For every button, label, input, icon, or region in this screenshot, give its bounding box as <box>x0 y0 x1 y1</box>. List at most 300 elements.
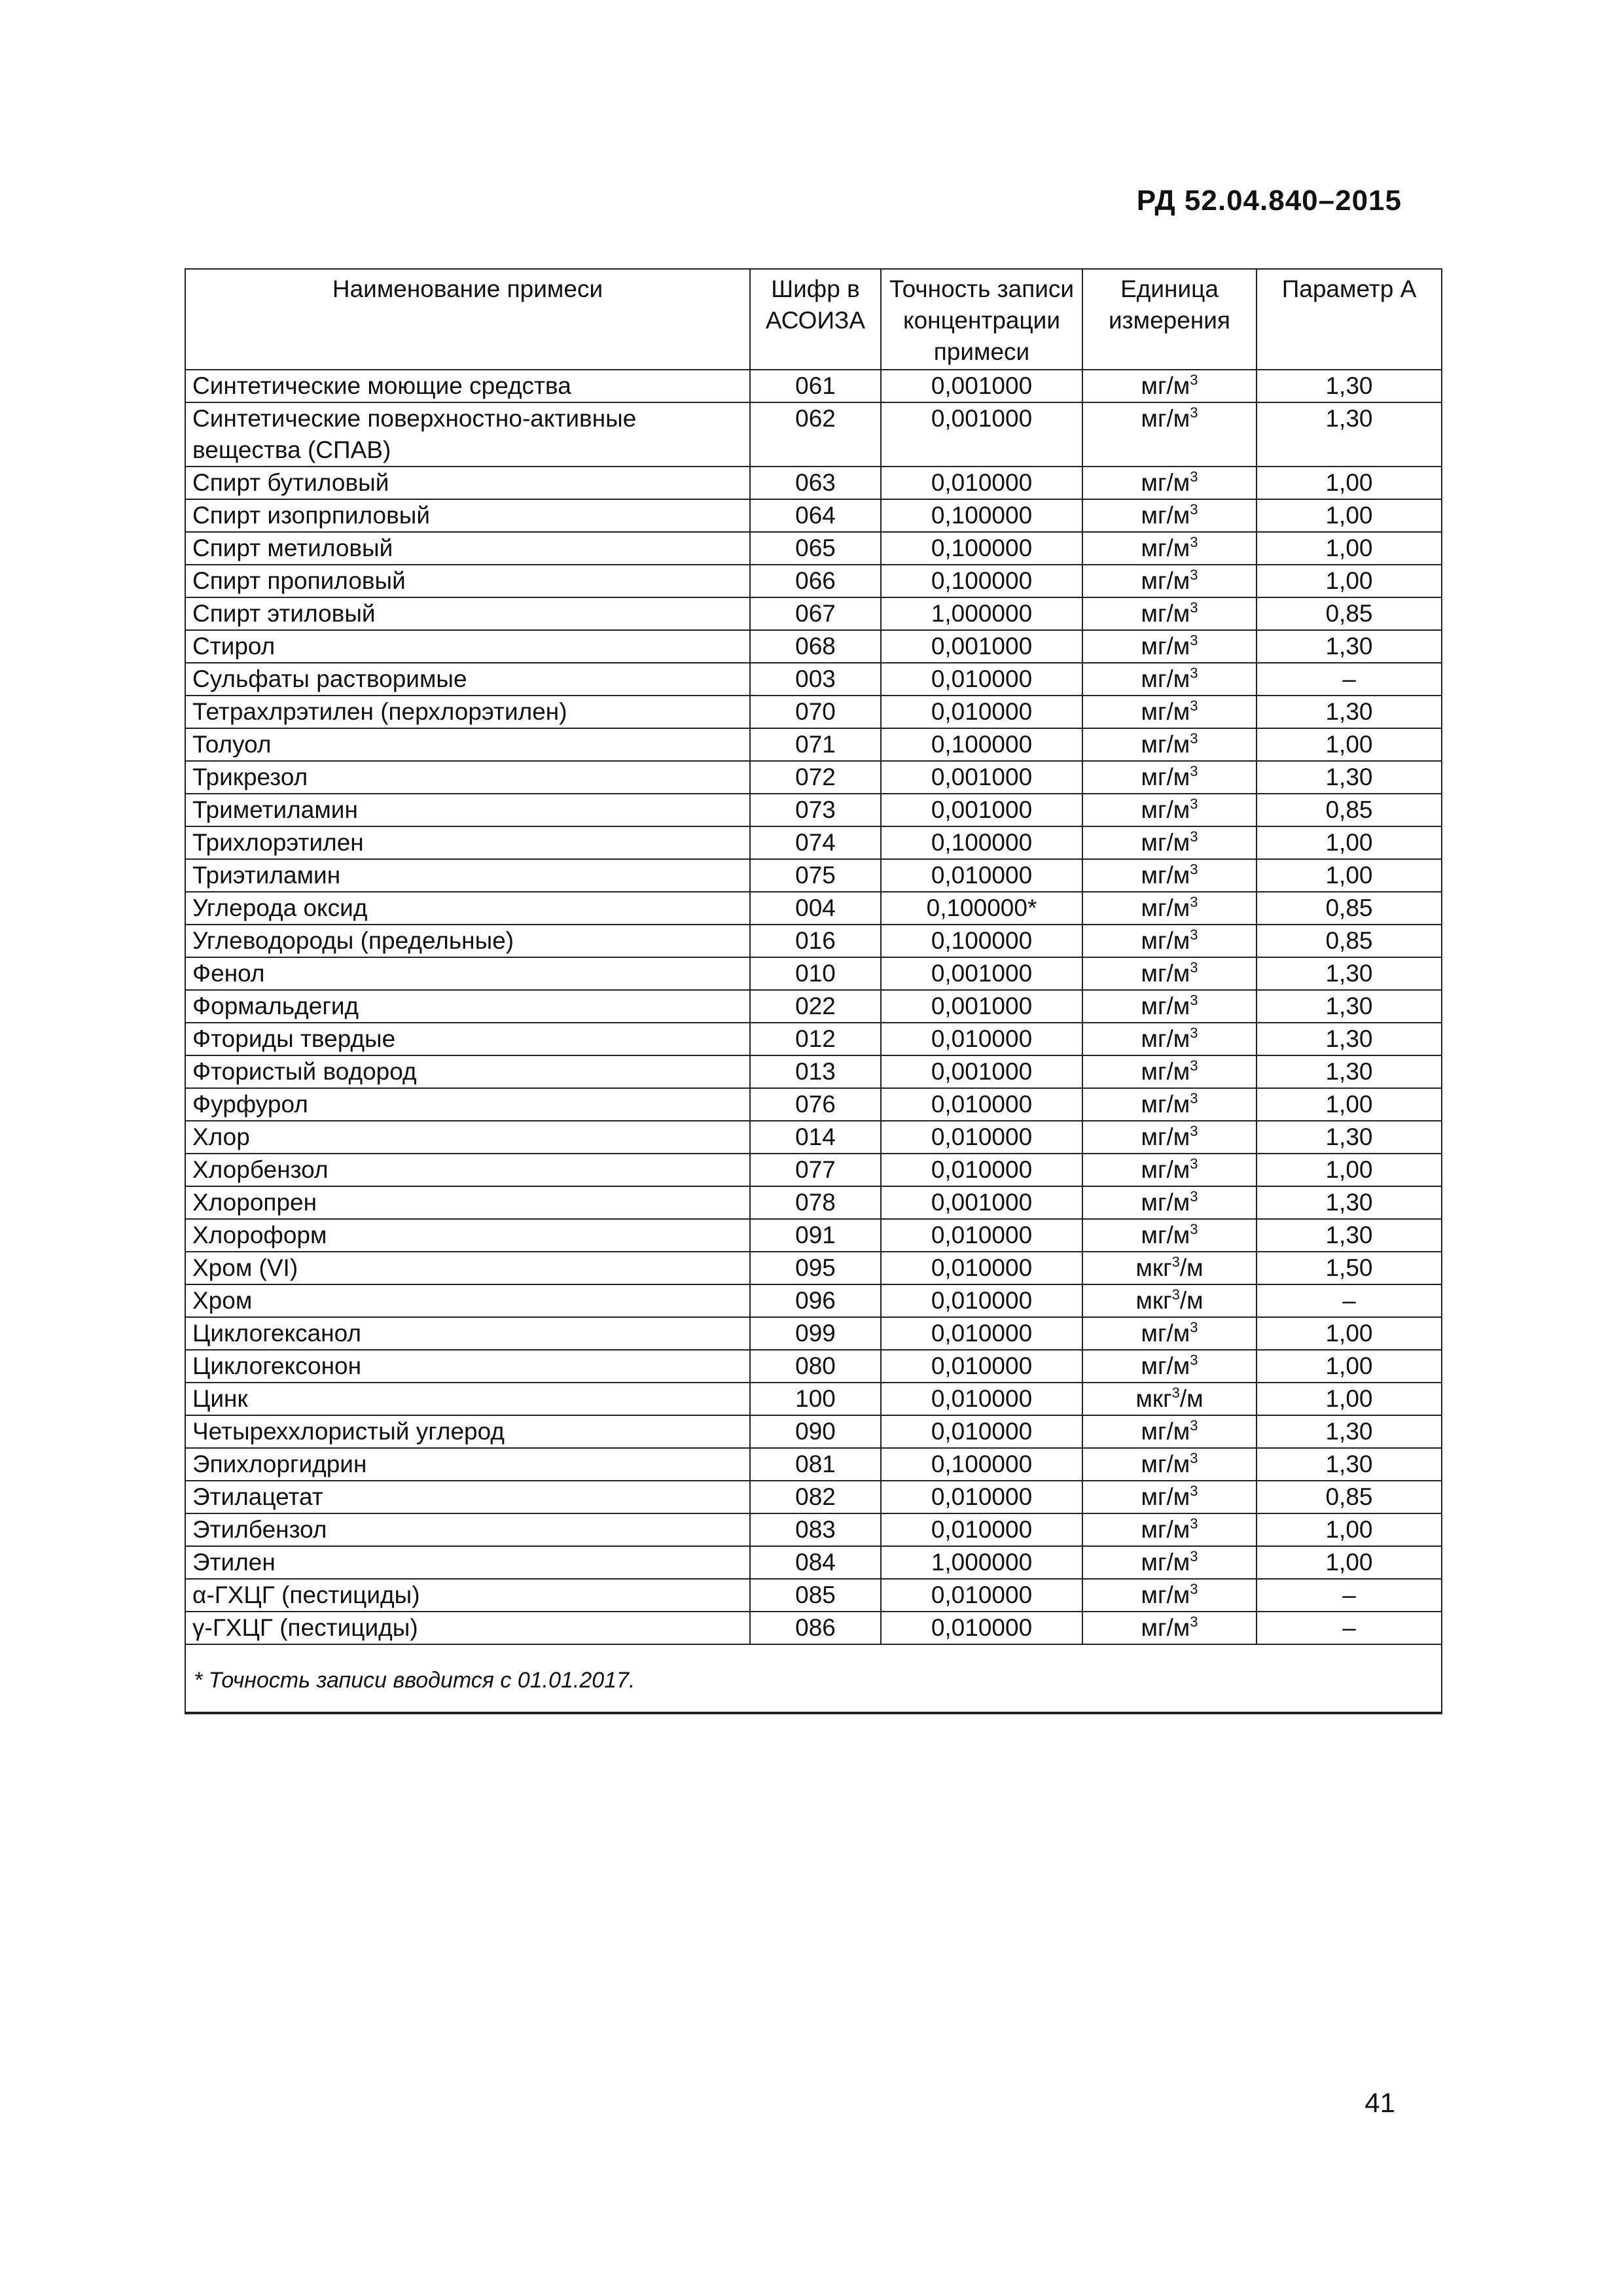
cell-code: 061 <box>750 370 881 402</box>
unit-exponent: 3 <box>1190 665 1198 681</box>
cell-precision: 0,010000 <box>881 1023 1082 1055</box>
cell-code: 068 <box>750 630 881 663</box>
column-header-parameter: Параметр А <box>1257 270 1441 370</box>
cell-code: 062 <box>750 402 881 467</box>
unit-exponent: 3 <box>1190 1123 1198 1139</box>
table-header-row <box>186 270 1441 370</box>
unit-exponent: 3 <box>1190 1352 1198 1368</box>
cell-precision: 0,010000 <box>881 1481 1082 1513</box>
table-row <box>186 1023 1441 1055</box>
document-code: РД 52.04.840–2015 <box>1136 185 1402 217</box>
cell-unit <box>1082 1415 1257 1448</box>
cell-parameter: 1,00 <box>1257 1383 1441 1415</box>
unit-text: мг/м <box>1141 1123 1190 1150</box>
cell-unit <box>1082 1448 1257 1481</box>
unit-text: мг/м <box>1141 502 1190 529</box>
table-row <box>186 1252 1441 1284</box>
unit-text-denominator: /м <box>1179 1287 1204 1314</box>
cell-substance-name: α-ГХЦГ (пестициды) <box>186 1579 750 1612</box>
cell-substance-name: Трикрезол <box>186 761 750 794</box>
unit-exponent: 3 <box>1190 1614 1198 1630</box>
table-row <box>186 1088 1441 1121</box>
unit-exponent: 3 <box>1190 1450 1198 1466</box>
cell-parameter: – <box>1257 1612 1441 1644</box>
unit-exponent: 3 <box>1190 501 1198 518</box>
unit-exponent: 3 <box>1190 828 1198 845</box>
table-row <box>186 696 1441 728</box>
unit-exponent: 3 <box>1190 1581 1198 1597</box>
table-row <box>186 794 1441 826</box>
table-row <box>186 1579 1441 1612</box>
table-row <box>186 1612 1441 1644</box>
cell-unit <box>1082 1252 1257 1284</box>
cell-unit <box>1082 1579 1257 1612</box>
unit-exponent: 3 <box>1190 1483 1198 1499</box>
cell-parameter: 0,85 <box>1257 794 1441 826</box>
footnote-row <box>186 1644 1441 1712</box>
unit-text: мг/м <box>1141 764 1190 790</box>
cell-parameter: 0,85 <box>1257 892 1441 925</box>
cell-substance-name: Хром (VI) <box>186 1252 750 1284</box>
cell-substance-name: Спирт метиловый <box>186 532 750 565</box>
cell-substance-name: Фенол <box>186 957 750 990</box>
cell-precision: 0,010000 <box>881 1088 1082 1121</box>
cell-parameter: 1,00 <box>1257 1317 1441 1350</box>
unit-text: мг/м <box>1141 600 1190 627</box>
table-row <box>186 1415 1441 1448</box>
table-row <box>186 859 1441 892</box>
cell-precision: 0,001000 <box>881 630 1082 663</box>
table-body <box>186 370 1441 1644</box>
cell-unit <box>1082 1612 1257 1644</box>
cell-substance-name: Фториды твердые <box>186 1023 750 1055</box>
unit-exponent: 3 <box>1190 599 1198 616</box>
table-row <box>186 597 1441 630</box>
cell-substance-name: Циклогексанол <box>186 1317 750 1350</box>
cell-parameter: 1,30 <box>1257 1186 1441 1219</box>
cell-code: 085 <box>750 1579 881 1612</box>
cell-substance-name: Синтетические моющие средства <box>186 370 750 402</box>
unit-text: мг/м <box>1141 993 1190 1019</box>
unit-exponent: 3 <box>1190 372 1198 388</box>
unit-text: мг/м <box>1141 829 1190 856</box>
cell-code: 084 <box>750 1546 881 1579</box>
cell-parameter: 1,30 <box>1257 696 1441 728</box>
cell-unit <box>1082 957 1257 990</box>
cell-code: 077 <box>750 1154 881 1186</box>
cell-code: 012 <box>750 1023 881 1055</box>
unit-text: мкг <box>1135 1287 1172 1314</box>
cell-substance-name: Эпихлоргидрин <box>186 1448 750 1481</box>
table-row <box>186 370 1441 402</box>
table-row <box>186 990 1441 1023</box>
table-row <box>186 1186 1441 1219</box>
unit-exponent: 3 <box>1190 404 1198 421</box>
table-row <box>186 499 1441 532</box>
table-row <box>186 402 1441 467</box>
cell-unit <box>1082 1513 1257 1546</box>
cell-parameter: 1,00 <box>1257 1154 1441 1186</box>
table-row <box>186 1546 1441 1579</box>
cell-substance-name: Триметиламин <box>186 794 750 826</box>
cell-unit <box>1082 1481 1257 1513</box>
cell-unit <box>1082 1350 1257 1383</box>
cell-code: 064 <box>750 499 881 532</box>
cell-unit <box>1082 1219 1257 1252</box>
cell-unit <box>1082 663 1257 696</box>
table-row <box>186 826 1441 859</box>
unit-text: мг/м <box>1141 535 1190 561</box>
cell-code: 086 <box>750 1612 881 1644</box>
cell-parameter: 1,30 <box>1257 957 1441 990</box>
cell-precision: 0,010000 <box>881 1154 1082 1186</box>
unit-exponent: 3 <box>1190 1090 1198 1106</box>
unit-exponent: 3 <box>1190 1188 1198 1205</box>
unit-exponent: 3 <box>1190 1417 1198 1434</box>
cell-code: 073 <box>750 794 881 826</box>
cell-unit <box>1082 696 1257 728</box>
cell-unit <box>1082 925 1257 957</box>
cell-parameter: 0,85 <box>1257 597 1441 630</box>
unit-exponent: 3 <box>1171 1286 1180 1303</box>
unit-text: мкг <box>1135 1254 1172 1281</box>
cell-substance-name: Тетрахлрэтилен (перхлорэтилен) <box>186 696 750 728</box>
unit-exponent: 3 <box>1190 959 1198 976</box>
cell-parameter: 1,00 <box>1257 467 1441 499</box>
cell-code: 022 <box>750 990 881 1023</box>
cell-code: 078 <box>750 1186 881 1219</box>
column-header-unit: Единица измерения <box>1082 270 1257 370</box>
cell-precision: 0,100000 <box>881 565 1082 597</box>
cell-unit <box>1082 565 1257 597</box>
table-row <box>186 630 1441 663</box>
cell-precision: 0,010000 <box>881 696 1082 728</box>
unit-exponent: 3 <box>1190 894 1198 910</box>
cell-substance-name: Триэтиламин <box>186 859 750 892</box>
cell-parameter: – <box>1257 1284 1441 1317</box>
cell-precision: 0,010000 <box>881 1513 1082 1546</box>
cell-parameter: 1,00 <box>1257 1350 1441 1383</box>
unit-exponent: 3 <box>1190 1156 1198 1172</box>
cell-code: 067 <box>750 597 881 630</box>
table-row <box>186 1284 1441 1317</box>
unit-text: мкг <box>1135 1385 1172 1412</box>
cell-substance-name: Спирт пропиловый <box>186 565 750 597</box>
cell-unit <box>1082 1121 1257 1154</box>
table-row <box>186 1317 1441 1350</box>
unit-exponent: 3 <box>1190 763 1198 779</box>
cell-precision: 0,010000 <box>881 663 1082 696</box>
cell-parameter: 1,30 <box>1257 1415 1441 1448</box>
cell-precision: 0,010000 <box>881 1579 1082 1612</box>
table-row <box>186 1154 1441 1186</box>
substances-table <box>186 270 1441 1713</box>
table-row <box>186 1350 1441 1383</box>
unit-text-denominator: /м <box>1179 1385 1204 1412</box>
unit-text: мг/м <box>1141 1058 1190 1085</box>
table-row <box>186 1481 1441 1513</box>
cell-parameter: 1,00 <box>1257 728 1441 761</box>
cell-parameter: 1,30 <box>1257 402 1441 467</box>
cell-precision: 0,010000 <box>881 1350 1082 1383</box>
unit-text: мг/м <box>1141 960 1190 987</box>
table-row <box>186 761 1441 794</box>
cell-unit <box>1082 1383 1257 1415</box>
unit-text: мг/м <box>1141 1614 1190 1641</box>
cell-parameter: – <box>1257 663 1441 696</box>
unit-text: мг/м <box>1141 1451 1190 1477</box>
unit-text: мг/м <box>1141 1156 1190 1183</box>
cell-substance-name: Трихлорэтилен <box>186 826 750 859</box>
cell-substance-name: Этилбензол <box>186 1513 750 1546</box>
cell-precision: 0,001000 <box>881 794 1082 826</box>
cell-code: 080 <box>750 1350 881 1383</box>
cell-unit <box>1082 1088 1257 1121</box>
cell-code: 016 <box>750 925 881 957</box>
table-row <box>186 532 1441 565</box>
substances-table-container <box>185 268 1442 1714</box>
unit-text: мг/м <box>1141 731 1190 758</box>
cell-parameter: 1,30 <box>1257 1448 1441 1481</box>
cell-unit <box>1082 499 1257 532</box>
unit-exponent: 3 <box>1190 534 1198 550</box>
cell-precision: 0,100000 <box>881 532 1082 565</box>
table-row <box>186 728 1441 761</box>
cell-substance-name: Сульфаты растворимые <box>186 663 750 696</box>
cell-precision: 0,001000 <box>881 761 1082 794</box>
cell-code: 082 <box>750 1481 881 1513</box>
cell-code: 100 <box>750 1383 881 1415</box>
cell-unit <box>1082 1154 1257 1186</box>
cell-parameter: 1,30 <box>1257 761 1441 794</box>
unit-exponent: 3 <box>1171 1254 1180 1270</box>
unit-text: мг/м <box>1141 372 1190 399</box>
cell-unit <box>1082 630 1257 663</box>
table-row <box>186 663 1441 696</box>
cell-substance-name: Углеводороды (предельные) <box>186 925 750 957</box>
cell-code: 081 <box>750 1448 881 1481</box>
cell-precision: 0,010000 <box>881 1219 1082 1252</box>
unit-exponent: 3 <box>1171 1385 1180 1401</box>
cell-code: 071 <box>750 728 881 761</box>
cell-substance-name: Углерода оксид <box>186 892 750 925</box>
cell-precision: 0,010000 <box>881 1415 1082 1448</box>
unit-text: мг/м <box>1141 1581 1190 1608</box>
cell-code: 083 <box>750 1513 881 1546</box>
unit-exponent: 3 <box>1190 1319 1198 1335</box>
cell-precision: 0,010000 <box>881 1612 1082 1644</box>
cell-precision: 0,001000 <box>881 402 1082 467</box>
unit-text: мг/м <box>1141 796 1190 823</box>
cell-precision: 0,100000 <box>881 925 1082 957</box>
cell-parameter: 1,30 <box>1257 1023 1441 1055</box>
cell-unit <box>1082 370 1257 402</box>
column-header-precision: Точность записи концентрации примеси <box>881 270 1082 370</box>
footnote: * Точность записи вводится с 01.01.2017. <box>186 1644 1441 1712</box>
cell-substance-name: Хлор <box>186 1121 750 1154</box>
unit-exponent: 3 <box>1190 796 1198 812</box>
cell-parameter: 1,00 <box>1257 826 1441 859</box>
unit-exponent: 3 <box>1190 1221 1198 1237</box>
cell-unit <box>1082 402 1257 467</box>
cell-unit <box>1082 892 1257 925</box>
cell-substance-name: Фтористый водород <box>186 1055 750 1088</box>
cell-code: 090 <box>750 1415 881 1448</box>
unit-exponent: 3 <box>1190 567 1198 583</box>
table-row <box>186 467 1441 499</box>
cell-parameter: 1,00 <box>1257 859 1441 892</box>
cell-substance-name: Хлорбензол <box>186 1154 750 1186</box>
cell-code: 066 <box>750 565 881 597</box>
cell-code: 013 <box>750 1055 881 1088</box>
unit-text: мг/м <box>1141 862 1190 889</box>
cell-parameter: 1,00 <box>1257 565 1441 597</box>
cell-parameter: 1,30 <box>1257 1055 1441 1088</box>
cell-substance-name: Спирт бутиловый <box>186 467 750 499</box>
unit-text: мг/м <box>1141 1222 1190 1248</box>
table-row <box>186 1055 1441 1088</box>
cell-precision: 0,001000 <box>881 1186 1082 1219</box>
table-row <box>186 1448 1441 1481</box>
unit-exponent: 3 <box>1190 1057 1198 1074</box>
cell-precision: 0,100000 <box>881 826 1082 859</box>
cell-substance-name: Фурфурол <box>186 1088 750 1121</box>
cell-code: 099 <box>750 1317 881 1350</box>
cell-substance-name: Стирол <box>186 630 750 663</box>
unit-text: мг/м <box>1141 1320 1190 1347</box>
unit-text: мг/м <box>1141 665 1190 692</box>
cell-parameter: – <box>1257 1579 1441 1612</box>
cell-code: 072 <box>750 761 881 794</box>
cell-parameter: 1,00 <box>1257 1546 1441 1579</box>
table-row <box>186 1121 1441 1154</box>
unit-text: мг/м <box>1141 894 1190 921</box>
unit-text: мг/м <box>1141 469 1190 496</box>
cell-substance-name: Четыреххлористый углерод <box>186 1415 750 1448</box>
cell-substance-name: Хлороформ <box>186 1219 750 1252</box>
table-row <box>186 957 1441 990</box>
unit-exponent: 3 <box>1190 992 1198 1008</box>
unit-text: мг/м <box>1141 1549 1190 1576</box>
cell-parameter: 1,00 <box>1257 1513 1441 1546</box>
cell-precision: 1,000000 <box>881 1546 1082 1579</box>
cell-precision: 0,010000 <box>881 467 1082 499</box>
unit-exponent: 3 <box>1190 1548 1198 1564</box>
cell-parameter: 1,30 <box>1257 1219 1441 1252</box>
unit-exponent: 3 <box>1190 1515 1198 1532</box>
unit-exponent: 3 <box>1190 730 1198 747</box>
cell-code: 074 <box>750 826 881 859</box>
cell-unit <box>1082 826 1257 859</box>
cell-precision: 0,001000 <box>881 370 1082 402</box>
cell-substance-name: Толуол <box>186 728 750 761</box>
unit-exponent: 3 <box>1190 1025 1198 1041</box>
cell-code: 010 <box>750 957 881 990</box>
cell-unit <box>1082 467 1257 499</box>
cell-parameter: 1,30 <box>1257 630 1441 663</box>
cell-precision: 0,010000 <box>881 1121 1082 1154</box>
unit-text: мг/м <box>1141 1091 1190 1118</box>
unit-text-denominator: /м <box>1179 1254 1204 1281</box>
table-row <box>186 892 1441 925</box>
cell-code: 070 <box>750 696 881 728</box>
unit-text: мг/м <box>1141 405 1190 432</box>
cell-substance-name: Спирт изопрпиловый <box>186 499 750 532</box>
cell-parameter: 1,30 <box>1257 370 1441 402</box>
unit-text: мг/м <box>1141 1025 1190 1052</box>
cell-substance-name: Этилацетат <box>186 1481 750 1513</box>
unit-text: мг/м <box>1141 698 1190 725</box>
cell-substance-name: Циклогексонон <box>186 1350 750 1383</box>
cell-precision: 0,100000 <box>881 728 1082 761</box>
unit-text: мг/м <box>1141 1516 1190 1543</box>
unit-exponent: 3 <box>1190 861 1198 877</box>
cell-precision: 0,100000* <box>881 892 1082 925</box>
table-row <box>186 1383 1441 1415</box>
cell-precision: 0,100000 <box>881 1448 1082 1481</box>
cell-unit <box>1082 1546 1257 1579</box>
cell-substance-name: γ-ГХЦГ (пестициды) <box>186 1612 750 1644</box>
cell-code: 096 <box>750 1284 881 1317</box>
table-row <box>186 1219 1441 1252</box>
cell-code: 095 <box>750 1252 881 1284</box>
cell-code: 014 <box>750 1121 881 1154</box>
cell-unit <box>1082 1284 1257 1317</box>
cell-precision: 0,001000 <box>881 990 1082 1023</box>
unit-exponent: 3 <box>1190 698 1198 714</box>
cell-parameter: 0,85 <box>1257 1481 1441 1513</box>
cell-precision: 0,010000 <box>881 1252 1082 1284</box>
cell-parameter: 1,00 <box>1257 499 1441 532</box>
unit-text: мг/м <box>1141 1352 1190 1379</box>
unit-exponent: 3 <box>1190 468 1198 485</box>
cell-parameter: 0,85 <box>1257 925 1441 957</box>
unit-text: мг/м <box>1141 567 1190 594</box>
cell-precision: 1,000000 <box>881 597 1082 630</box>
cell-code: 075 <box>750 859 881 892</box>
table-row <box>186 925 1441 957</box>
cell-substance-name: Формальдегид <box>186 990 750 1023</box>
cell-unit <box>1082 1023 1257 1055</box>
cell-unit <box>1082 761 1257 794</box>
cell-unit <box>1082 728 1257 761</box>
cell-parameter: 1,50 <box>1257 1252 1441 1284</box>
cell-parameter: 1,00 <box>1257 1088 1441 1121</box>
cell-code: 076 <box>750 1088 881 1121</box>
cell-substance-name: Синтетические поверхностно-активные вещества (СПАВ) <box>186 402 750 467</box>
cell-unit <box>1082 859 1257 892</box>
table-row <box>186 565 1441 597</box>
table-row <box>186 1513 1441 1546</box>
unit-text: мг/м <box>1141 1189 1190 1216</box>
cell-unit <box>1082 990 1257 1023</box>
cell-substance-name: Хлоропрен <box>186 1186 750 1219</box>
cell-precision: 0,010000 <box>881 1317 1082 1350</box>
unit-text: мг/м <box>1141 633 1190 660</box>
unit-text: мг/м <box>1141 1418 1190 1445</box>
cell-substance-name: Спирт этиловый <box>186 597 750 630</box>
cell-unit <box>1082 794 1257 826</box>
cell-substance-name: Этилен <box>186 1546 750 1579</box>
cell-unit <box>1082 1055 1257 1088</box>
cell-unit <box>1082 1186 1257 1219</box>
unit-exponent: 3 <box>1190 632 1198 648</box>
cell-precision: 0,010000 <box>881 1383 1082 1415</box>
cell-precision: 0,100000 <box>881 499 1082 532</box>
cell-precision: 0,001000 <box>881 1055 1082 1088</box>
cell-code: 004 <box>750 892 881 925</box>
cell-parameter: 1,30 <box>1257 1121 1441 1154</box>
